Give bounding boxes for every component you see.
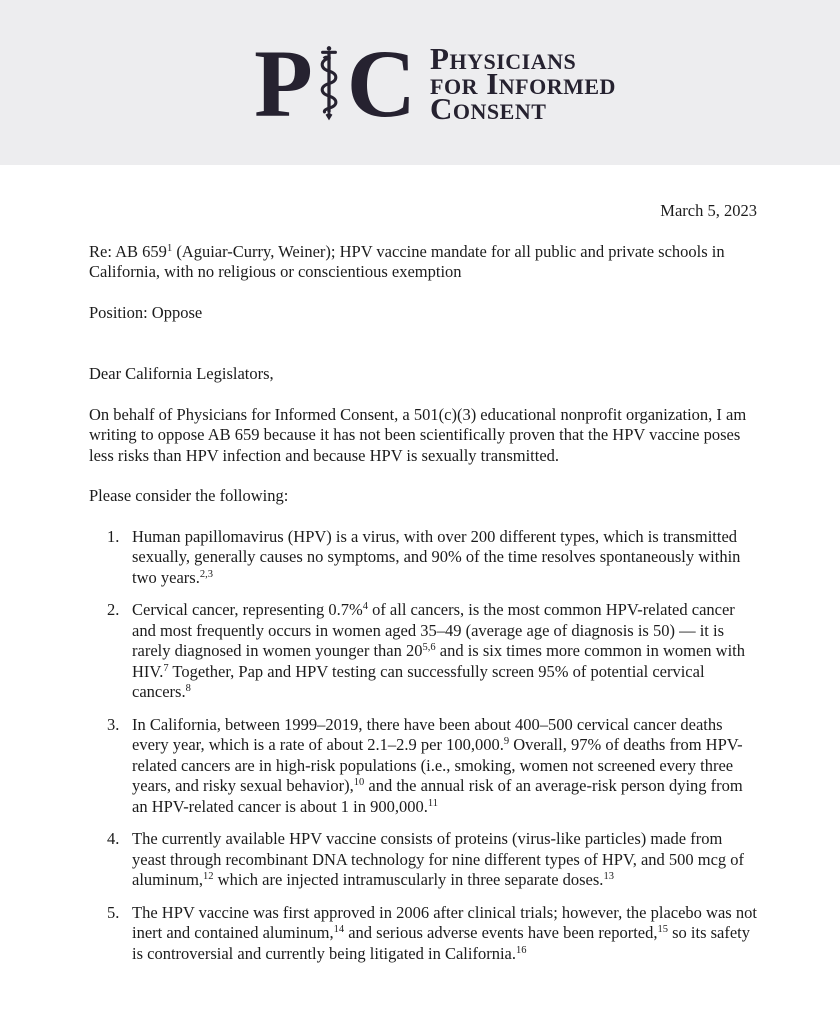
org-name-line2: for Informed bbox=[430, 66, 616, 101]
logo-letter-c: C bbox=[346, 29, 415, 137]
list-item-5 bbox=[107, 903, 757, 965]
list-item-text: Cervical cancer, representing 0.7%$^4$ of all cancers, is the most common HPV-related cancer and most frequently occurs in women aged 35–49 (average age of diagnosis is 50) — it is rarely diagnosed in women younger than 20$^{5,6}$ and is six times more common in women with HIV.$^7$ Together, Pap and HPV testing can successfully screen 95% of potential cervical cancers.$^8$ bbox=[132, 600, 745, 701]
list-item-number: 5. bbox=[107, 902, 120, 922]
list-item-text: The HPV vaccine was first approved in 2006 after clinical trials; however, the placebo was not inert and contained aluminum,$^{14}$ and serious adverse events have been reported,$^{15}$ so its safety is controversial and currently being litigated in California.$^{16}$ bbox=[132, 902, 757, 963]
logo-letter-p: P bbox=[254, 29, 311, 137]
re-line: Re: AB $659^1$ (Aguiar-Curry, Weiner); HPV vaccine mandate for all public and private schools in California, with no religious or conscientious exemption bbox=[89, 241, 725, 281]
list-item-3 bbox=[107, 715, 757, 818]
org-name-line3: Consent bbox=[430, 91, 547, 126]
list-item-number: 4. bbox=[107, 829, 120, 848]
list-item-1 bbox=[107, 527, 757, 589]
pic-logo bbox=[254, 25, 616, 143]
lead-in-line: Please consider the following: bbox=[89, 486, 289, 505]
org-name-line1: Physicians bbox=[430, 41, 577, 76]
list-item-2 bbox=[107, 600, 757, 703]
list-item-text: Human papillomavirus (HPV) is a virus, with over 200 different types, which is transmitted sexually, generally causes no symptoms, and 90% of the time resolves spontaneously within two years.$^{2,3}$ bbox=[132, 526, 741, 587]
intro-paragraph: On behalf of Physicians for Informed Consent, a 501(c)(3) educational nonprofit organization, I am writing to oppose AB 659 because it has not been scientifically proven that the HPV vaccine poses less risks than HPV infection and because HPV is sexually transmitted. bbox=[89, 404, 747, 465]
points-list bbox=[89, 527, 757, 965]
list-item-number: 1. bbox=[107, 526, 120, 546]
position-line: Position: Oppose bbox=[89, 302, 203, 322]
letter-body bbox=[0, 165, 840, 964]
list-item-4 bbox=[107, 829, 757, 891]
list-item-number: 2. bbox=[107, 600, 120, 619]
list-item-text: The currently available HPV vaccine consists of proteins (virus-like particles) made from yeast through recombinant DNA technology for nine different types of HPV, and 500 mcg of aluminum,$^{12}$ which are injected intramuscularly in three separate doses.$^{13}$ bbox=[132, 829, 745, 889]
list-item-text: In California, between 1999–2019, there have been about 400–500 cervical cancer deaths every year, which is a rate of about 2.1–2.9 per 100,000.$^9$ Overall, 97% of deaths from HPV-related cancers are in high-risk populations (i.e., smoking, women not screened every three years, and risky sexual behavior),$^{10}$ and the annual risk of an average-risk person dying from an HPV-related cancer is about 1 in 900,000.11 bbox=[132, 714, 743, 816]
rod-of-asclepius-icon bbox=[312, 24, 346, 142]
salutation: Dear California Legislators, bbox=[89, 364, 274, 383]
list-item-number: 3. bbox=[107, 714, 120, 734]
date-line: March 5, 2023 bbox=[660, 201, 757, 220]
letterhead bbox=[0, 0, 840, 165]
org-name bbox=[430, 41, 616, 126]
